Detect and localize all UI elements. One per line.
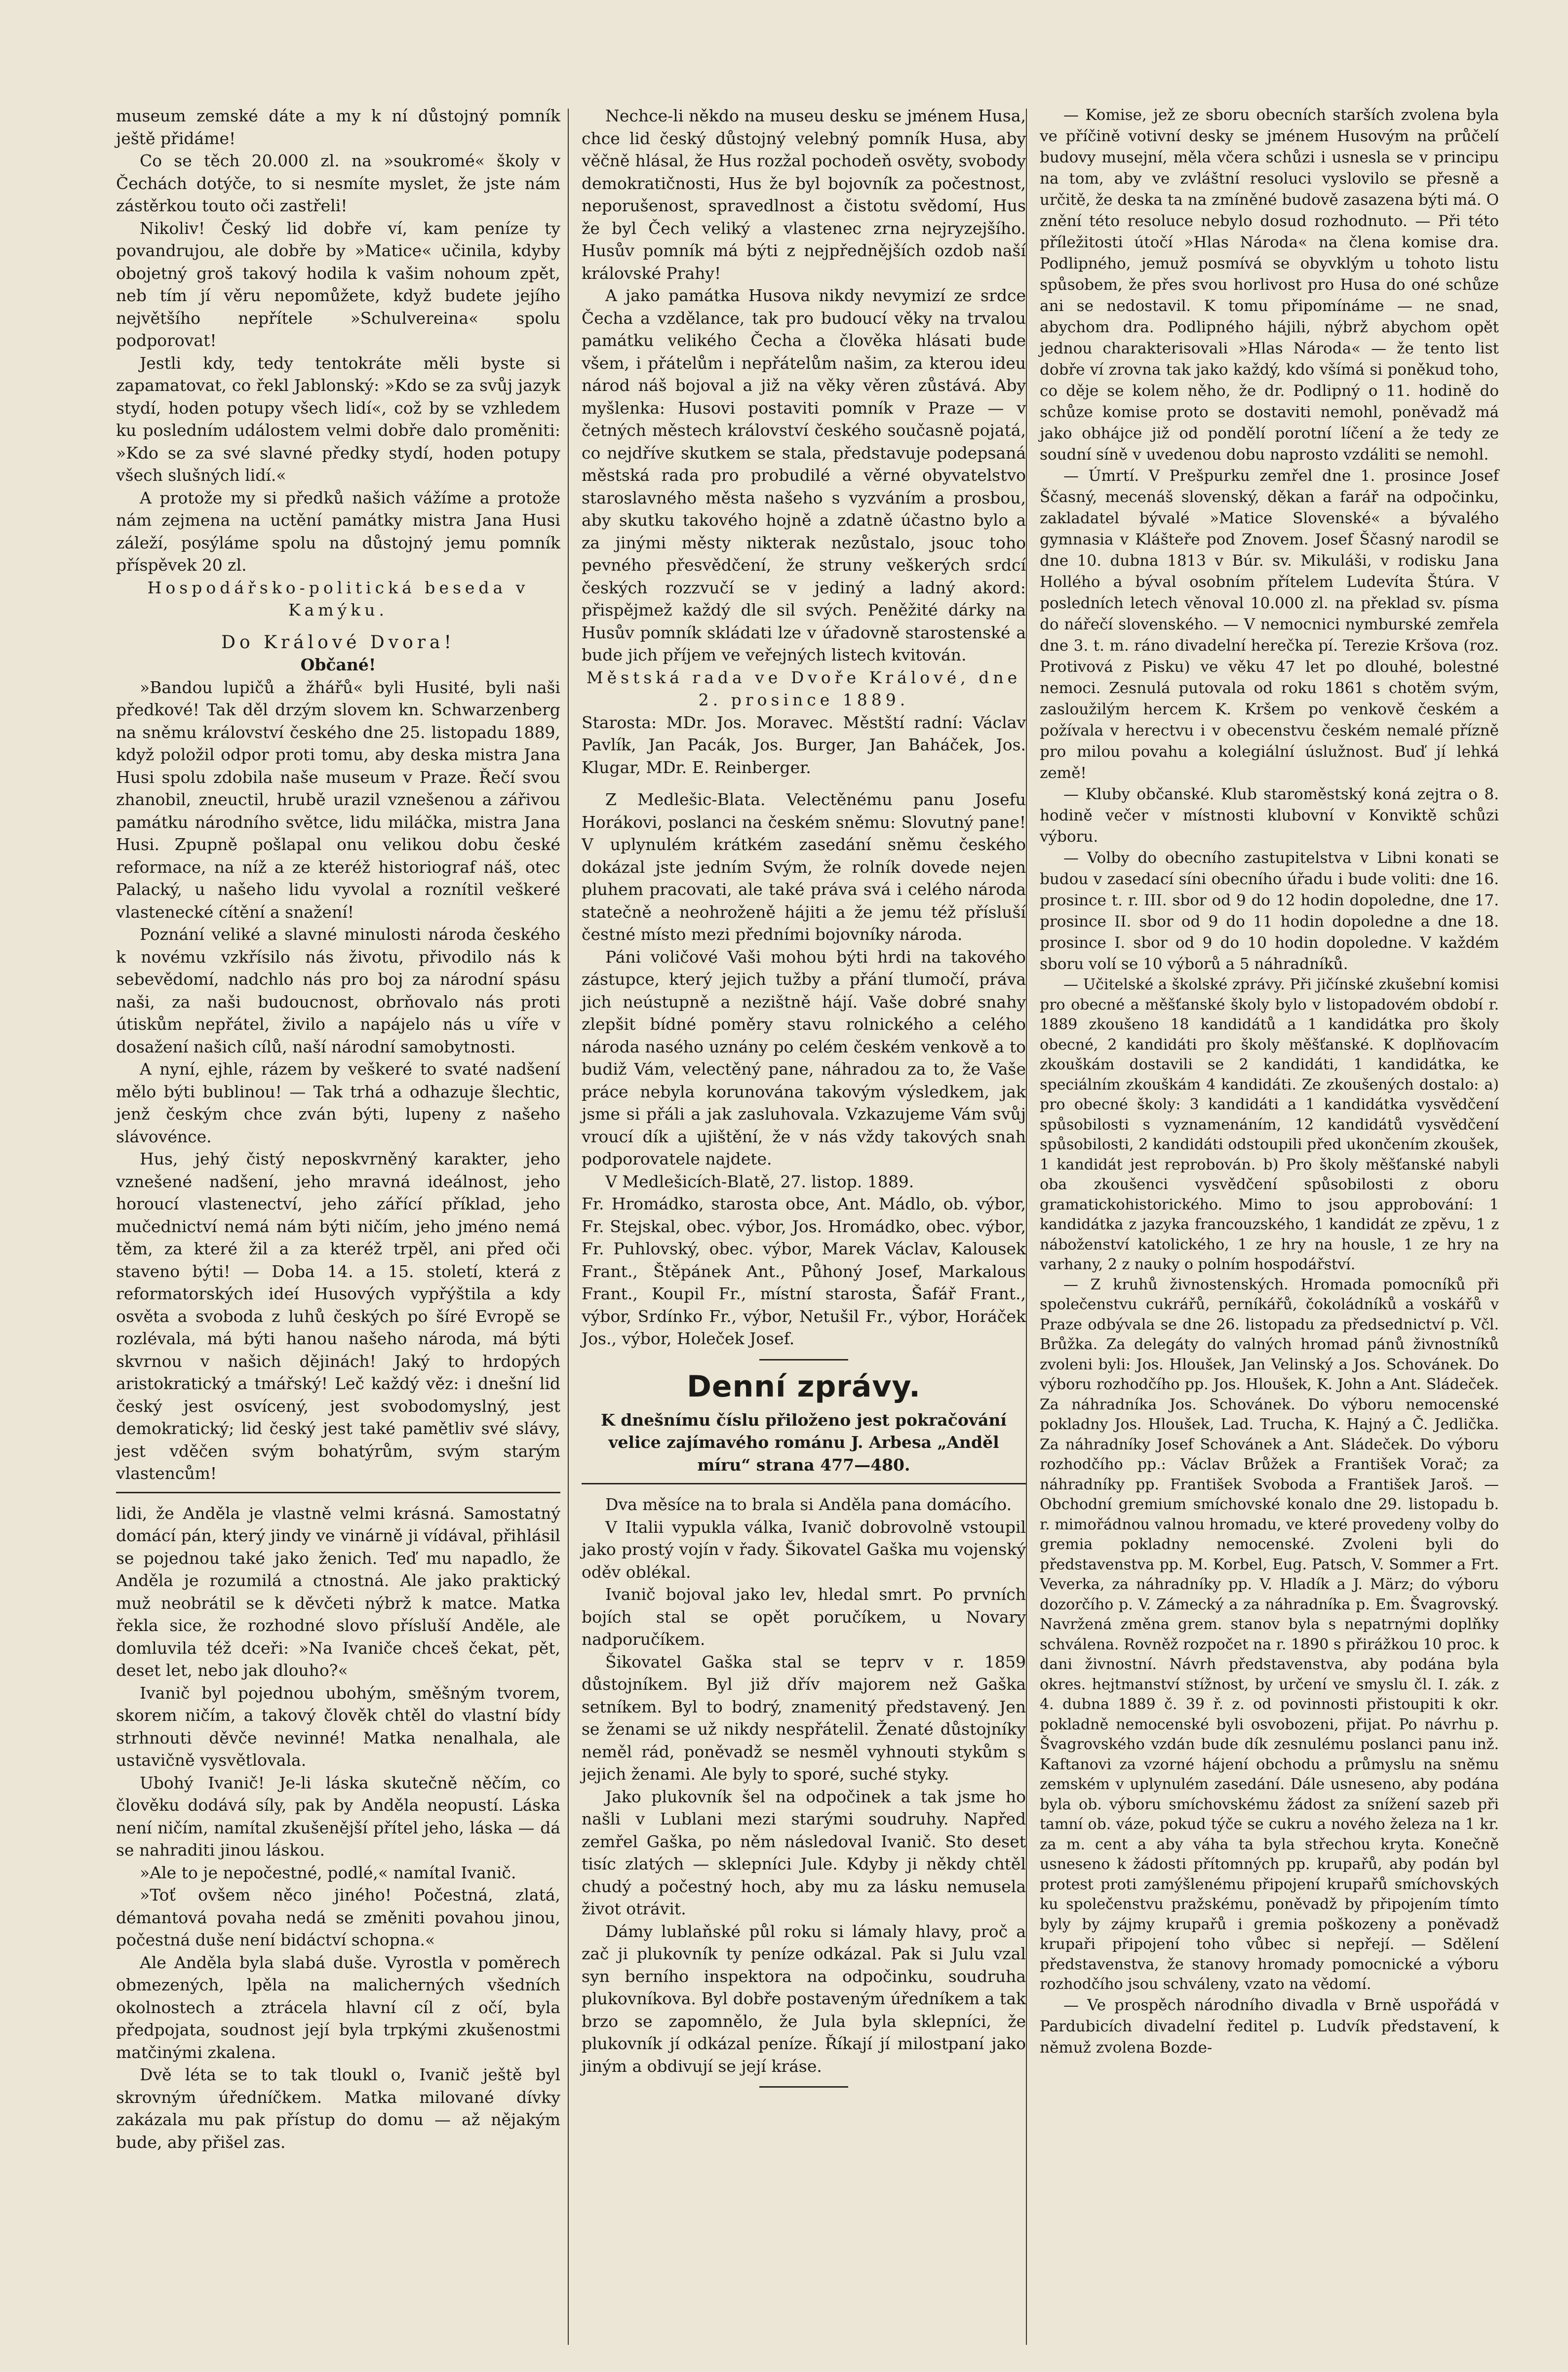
news-item: — Komise, jež ze sboru obecních starších zvolena byla ve příčině votivní desky se jménem Husovým na průčelí budovy musejní, měla včera schůzi i usnesla se v principu na tom, aby ve zvláštní resoluci vyslovilo se přesně a určitě, že deska ta na zmíněné budově zasazena býti má. O znění této resoluce nebylo dosud rozhodnuto. — Při této příležitosti útočí »Hlas Národa« na člena komise dra. Podlipného, jemuž posmívá se obyvklým u tohoto listu spůsobem, že přes svou horlivost pro Husa do oné schůze ani se nedostavil. K tomu připomínáme — ne snad, abychom dra. Podlipného hájili, nýbrž abychom opět jednou charakterisovali »Hlas Národa« — že tento list dobře ví zrovna tak jako každý, kdo všímá si poněkud toho, co děje se kolem něho, že dr. Podlipný o 11. hodině do schůze komise proto se dostaviti nemohl, poněvadž má jako obhájce již od pondělí porotní líčení a že tedy ze soudní síně v uvedenou dobu naprosto vzdáliti se nemohl. (1040, 106, 1499, 464)
signatories: Starosta: MDr. Jos. Moravec. Městští radní: Václav Pavlík, Jan Pacák, Jos. Burger, Jan Baháček, Jos. Klugar, MDr. E. Reinberger. (582, 712, 1026, 777)
serial-text: Dvě léta se to tak tloukl o, Ivanič ještě byl skrovným úředníčkem. Matka milované dívky zakázala mu pak přístup do domu — až nějakým bude, aby přišel zas. (116, 2065, 560, 2152)
serial-text: lidi, že Anděla je vlastně velmi krásná. Samostatný domácí pán, který jindy ve vinárně ji vídával, přihlásil se pojednou také jako ženich. Teď mu napadlo, že Anděla je rozumilá a ctnostná. Ale jako praktický muž neobrátil se k děvčeti nýbrž k matce. Matka řekla sice, že rozhodné slovo přísluší Anděle, ale domluvila též dceři: »Na Ivaniče chceš čekat, pět, deset let, nebo jak dlouho?« (116, 1503, 560, 1680)
signatories: Fr. Hromádko, starosta obce, Ant. Mádlo, ob. výbor, Fr. Stejskal, obec. výbor, Jos. Hromádko, obec. výbor, Fr. Puhlovský, obec. výbor, Marek Václav, Kalousek Frant., Štěpánek Ant., Půhoný Josef, Markalous Frant., Koupil Fr., místní starosta, Šafář Frant., výbor, Srdínko Fr., výbor, Netušil Fr., výbor, Horáček Jos., výbor, Holeček Josef. (582, 1194, 1026, 1348)
serial-text: Ubohý Ivanič! Je-li láska skutečně něčím, co člověku dodává síly, pak by Anděla neopustí. Láska není ničím, namítal zkušenější přítel jeho, láska — dá se nahraditi jinou láskou. (116, 1773, 560, 1860)
article-title: Do Králové Dvora! (221, 632, 455, 653)
news-item: — Ve prospěch národního divadla v Brně uspořádá v Pardubicích divadelní ředitel p. Ludvík představení, k němuž zvolena Bozde- (1040, 1996, 1499, 2057)
paragraph: Jestli kdy, tedy tentokráte měli byste si zapamatovat, co řekl Jablonský: »Kdo se za svůj jazyk stydí, hoden potupy všech lidí«, což by se vzhledem ku posledním událostem velmi dobře dalo proměniti: »Kdo se za své slavné předky stydí, hoden potupy všech slušných lidí.« (116, 353, 560, 485)
signature: Hospodářsko-politická beseda v Kamýku. (147, 578, 529, 620)
column-2 (582, 105, 1026, 2097)
salutation: Občané! (300, 655, 376, 674)
paragraph: Hus, jehý čistý neposkvrněný karakter, jeho vznešené nadšení, jeho mravná ideálnost, jeho horoucí vlastenectví, jeho zářící příklad, jeho mučednictví nemá nám býti ničím, jeho jméno nemá těm, za které žil a za kteréž trpěl, ani před oči staveno býti! — Doba 14. a 15. století, která z reformatorských ideí Husových vypřýštila a kdy osvěta a svoboda z luhů českých po šíré Evropě se rozlévala, má býti hanou našeho národa, má býti skvrnou v našich dějinách! Jaký to hrdopých aristokratický a tmářský! Leč každý věz: i dnešní lid český jest osvícený, jest svobodomyslný, jest demokratický; lid český jest také pamětliv své slávy, jest vděčen svým bohatýrům, svým starým vlastencům! (116, 1149, 560, 1483)
feuilleton-divider (116, 1492, 560, 1493)
serial-text: V Italii vypukla válka, Ivanič dobrovolně vstoupil jako prostý vojín v řady. Šikovatel Gaška mu vojenský oděv oblékal. (582, 1517, 1026, 1582)
news-item: — Úmrtí. V Prešpurku zemřel dne 1. prosince Josef Ščasný, mecenáš slovenský, děkan a farář na odpočinku, zakladatel bývalé »Matice Slovenské« a bývalého gymnasia v Klášteře pod Znovem. Josef Ščasný narodil se dne 10. dubna 1813 v Búr. sv. Mikuláši, v rodisku Jana Hollého a býval osobním přítelem Ludevíta Štúra. V posledních letech věnoval 10.000 zl. na překlad sv. písma do nářečí slovenského. — V nemocnici nymburské zemřela dne 3. t. m. ráno divadelní herečka pí. Terezie Kršova (roz. Protivová z Pisku) ve věku 47 let po dlouhé, bolestné nemoci. Zesnulá putovala od roku 1861 s chotěm svým, zasloužilým hercem K. Kršem po venkově českém a požívala v herectvu i v obecenstvu českém nemalé přízně pro milou povahu a kolegiální úslužnost. Buď jí lehká země! (1040, 467, 1499, 782)
divider (759, 1359, 848, 1361)
serial-text: Šikovatel Gaška stal se teprv v r. 1859 důstojníkem. Byl již dřív majorem než Gaška setníkem. Byl to bodrý, znamenitý představený. Jen se ženami se už nikdy nespřátelil. Ženaté důstojníky neměl rád, poněvadž se nesměl vyhnouti stykům s jejich ženami. Ale byly to sporé, suché styky. (582, 1652, 1026, 1784)
paragraph: Nechce-li někdo na museu desku se jménem Husa, chce lid český důstojný velebný pomník Husa, aby věčně hlásal, že Hus rozžal pochodeň osvěty, svobody demokratičnosti, Hus že byl bojovník za počestnost, neporušenost, spravedlnost a čistotu svědomí, Hus že byl Čech veliký a vlastenec zrna nejryzejšího. Husův pomník má býti z nejpřednějších ozdob naší královské Prahy! (582, 106, 1026, 283)
feuilleton-divider (582, 1483, 1026, 1484)
news-item: — Učitelské a školské zprávy. Při jičínské zkušební komisi pro obecné a měšťanské školy bylo v listopadovém období r. 1889 zkoušeno 18 kandidátů a 1 kandidátka pro školy obecné, 2 kandidáti pro školy měšťanské. K doplňovacím zkouškám dostavili se 2 kandidáti, 1 kandidátka, ke speciálním zkouškám 4 kandidáti. Ze zkoušených dostalo: a) pro obecné školy: 3 kandidáti a 1 kandidátka vysvědčení spůsobilosti s vyznamenáním, 12 kandidátů vysvědčení spůsobilosti, 2 kandidáti odstoupili před ukončením zkoušek, 1 kandidát jest reprobován. b) Pro školy měšťanské nabyli oba zkoušenci vysvědčení spůsobilosti z oboru gramatickohistorického. Mimo to jsou approbování: 1 kandidátka z jazyka francouzského, 1 kandidát ze zpěvu, 1 z náboženství katolického, 1 ze hry na housle, 1 ze hry na varhany, 2 z nauky o polním hospodářství. (1040, 976, 1499, 1273)
news-item: — Kluby občanské. Klub staroměstský koná zejtra o 8. hodině večer v místnosti klubovní v Konviktě schůzi výboru. (1040, 785, 1499, 846)
paragraph: Poznání veliké a slavné minulosti národa českého k novému vzkřísilo nás životu, přivodilo nás k sebevědomí, nadchlo nás pro boj za národní spásu naši, za naši budoucnost, obrňovalo nás proti útiskům nepřátel, živilo a napájelo nás u víře v dosažení našich cílů, naší národní samobytnosti. (116, 925, 560, 1056)
serial-text: Dva měsíce na to brala si Anděla pana domácího. (605, 1495, 1012, 1514)
paragraph: A protože my si předků našich vážíme a protože nám zejmena na uctění památky mistra Jana Husi záleží, posýláme spolu na důstojný jemu pomník příspěvek 20 zl. (116, 488, 560, 575)
paragraph: A jako památka Husova nikdy nevymizí ze srdce Čecha a vzdělance, tak pro budoucí věky na trvalou památku velikého Čecha a člověka hlásati bude všem, i přátelům i nepřátelům našim, za kterou ideu národ náš bojoval a již na věky věren zůstává. Aby myšlenka: Husovi postaviti pomník v Praze — v četných městech království českého současně pojatá, co nejdříve skutkem se stala, představuje podepsaná městská rada pro probudilé a věrné obyvatelstvo staroslavného města našeho s vyzváním a prosbou, aby skutku takového hojně a zdatně účastno bylo a za jinými městy nikterak nezůstalo, jsouc toho pevného přesvědčení, že struny veškerých srdcí českých rozzvučí se v jediný a ladný akord: přispějmež každý dle sil svých. Peněžité dárky na Husův pomník skládati lze v úřadovně starostenské a bude jich příjem ve veřejných listech kvitován. (582, 286, 1026, 664)
serial-text: Jako plukovník šel na odpočinek a tak jsme ho našli v Lublani mezi starými soudruhy. Napřed zemřel Gaška, po něm následoval Ivanič. Sto deset tisíc zlatých — sklepníci Jule. Kdyby ji někdy chtěl chudý a počestný hoch, aby mu za lásku nemusela život otrávit. (582, 1787, 1026, 1918)
serial-text: Ivanič byl pojednou ubohým, směšným tvorem, skorem ničím, a takový člověk chtěl do vlastní bídy strhnouti děvče nevinné! Matka nenalhala, ale ustavičně vysvětlovala. (116, 1683, 560, 1770)
paragraph: A nyní, ejhle, rázem by veškeré to svaté nadšení mělo býti bublinou! — Tak trhá a odhazuje šlechtic, jenž českým chce zván býti, lupeny z našeho slávovénce. (116, 1059, 560, 1146)
end-rule (759, 2086, 848, 2088)
paragraph: Páni voličové Vaši mohou býti hrdi na takového zástupce, který jejich tužby a přání tlumočí, práva jich neústupně a nezištně hájí. Vaše dobré snahy zlepšit bídné poměry stavu rolnického a celého národa nasého uznány po celém českém venkově a to budiž Vám, velectěný pane, náhradou za to, že Vaše práce nebyla korunována takovým výsledkem, jak jsme si přáli a jak zasluhovala. Vzkazujeme Vám svůj vroucí dík a ujištění, že v nás vždy takových snah podporovatele najdete. (582, 947, 1026, 1168)
news-item: — Z kruhů živnostenských. Hromada pomocníků při společenstvu cukrářů, perníkářů, čokoládníků a voskářů v Praze odbývala se dne 26. listopadu za předsednictví p. Včl. Brůžka. Za delegáty do valných hromad pánů živnostníků zvoleni byli: Jos. Hloušek, Jan Velinský a Jos. Schovánek. Do výboru rozhodčího pp. Jos. Hloušek, K. John a Ant. Sládeček. Za náhradníka Jos. Schovánek. Do výboru nemocenské pokladny Jos. Hloušek, Lad. Trucha, K. Hajný a Č. Jedlička. Za náhradníky Josef Schovánek a Ant. Sládeček. Do výboru rozhodčího pp.: Václav Brůžek a František Vorač; za náhradníky pp. František Svoboda a František Jaroš. — Obchodní gremium smíchovské konalo dne 29. listopadu b. r. mimořádnou valnou hromadu, ve které provedeny volby do gremia pokladny nemocenské. Zvoleni byli do představenstva pp. M. Korbel, Eug. Patsch, V. Sommer a Frt. Veverka, za náhradníky pp. V. Hladík a J. März; do výboru dozorčího p. V. Zámecký a za náhradníka p. Em. Švagrovský. Navržená změna grem. stanov byla s nepatrnými doplňky schválena. Rovněž rozpočet na r. 1890 s přirážkou 10 proc. k dani živnostní. Návrh představenstva, aby podána byla okres. hejtmanství stížnost, by určení ve smyslu čl. I. zák. z 4. dubna 1889 č. 39 ř. z. od povinnosti přistoupiti k okr. pokladně nemocenské byli osvobozeni, přijat. Po návrhu p. Švagrovského vzdán bude dík zesnulému poslanci panu inž. Kaftanovi za vzorné hájení obchodu a průmyslu na sněmu zemském v uplynulém zasedání. Dále usneseno, aby podána byla ob. výboru smíchovskému žádost za snížení sazeb při tamní ob. váze, pokud týče se cukru a nového železa na 1 kr. za m. cent a aby váha ta byla střechou kryta. Konečně usneseno k žádosti přítomných pp. krupařů, aby podán byl protest proti zamýšlenému připojení krupařů smíchovských ku společenstvu pražskému, poněvadž by připojením tímto byly by zájmy krupařů i gremia poškozeny a poněvadž krupaři připojení toho vůbec si nepřejí. — Sdělení představenstva, že stanovy hromady pomocnické a výboru rozhodčího jsou schváleny, vzato na vědomí. (1040, 1276, 1499, 1993)
paragraph: Nikoliv! Český lid dobře ví, kam peníze ty povandrujou, ale dobře by »Matice« učinila, kdyby obojetný groš takový hodila k vašim nohoum zpět, neb tím jí věru nepomůžete, když budete jejího největšího nepřítele »Schulvereina« spolu podporovat! (116, 218, 560, 350)
paragraph: V Medlešicích-Blatě, 27. listop. 1889. (605, 1171, 914, 1191)
column-rule-right (1026, 109, 1027, 2345)
column-3 (1040, 105, 1499, 2059)
serial-text: »Toť ovšem něco jiného! Počestná, zlatá, démantová povaha nedá se změniti povahou jinou, počestná duše není bidáctví schopna.« (116, 1885, 560, 1949)
section-headline: Denní zprávy. (687, 1369, 921, 1404)
paragraph: Z Medlešic-Blata. Velectěnému panu Josefu Horákovi, poslanci na českém sněmu: Slovutný pane! V uplynulém krátkém zasedání sněmu českého dokázal jste jedním Svým, že rolník dovede nejen pluhem pracovati, ale také práva svá i celého národa statečně a neohroženě hájiti a že jemu též přísluší čestné místo mezi předními bojovníky národa. (582, 790, 1026, 944)
paragraph: Co se těch 20.000 zl. na »soukromé« školy v Čechách dotýče, to si nesmíte myslet, že jste nám zástěrkou touto oči zastřeli! (116, 151, 560, 215)
news-item: — Volby do obecního zastupitelstva v Libni konati se budou v zasedací síni obecního úřadu i bude voliti: dne 16. prosince t. r. III. sbor od 9 do 12 hodin dopoledne, dne 17. prosince II. sbor od 9 do 11 hodin dopoledne a dne 18. prosince I. sbor od 9 do 10 hodin dopoledne. V každém sboru volí se 10 výborů a 5 náhradníků. (1040, 849, 1499, 973)
supplement-notice: K dnešnímu číslu přiloženo jest pokračování velice zajímavého románu J. Arbesa „Anděl míru“ strana 477—480. (601, 1410, 1007, 1475)
paragraph: museum zemské dáte a my k ní důstojný pomník ještě přidáme! (116, 106, 560, 148)
serial-text: Ale Anděla byla slabá duše. Vyrostla v poměrech obmezených, lpěla na malicherných všedních okolnostech a ztrácela hlavní cíl z očí, byla předpojata, soudnost její byla trpkými zkušenostmi matčinými zkalena. (116, 1952, 560, 2062)
paragraph: »Bandou lupičů a žhářů« byli Husité, byli naši předkové! Tak děl drzým slovem kn. Schwarzenberg na sněmu království českého dne 25. listopadu 1889, když položil odpor proti tomu, aby deska mistra Jana Husi spolu zdobila naše museum v Praze. Řečí svou zhanobil, zneuctil, hrubě urazil vznešenou a zářivou památku národního světce, lidu miláčka, mistra Jana Husi. Zpupně pošlapal onu velikou dobu české reformace, na níž a ze kteréž historiograf náš, otec Palacký, u našeho lidu vyvolal a roznítil veškeré vlastenecké cítění a snažení! (116, 677, 560, 922)
serial-text: Dámy lublaňské půl roku si lámaly hlavy, proč a zač ji plukovník ty peníze odkázal. Pak si Julu vzal syn berního inspektora na odpočinku, soudruha plukovníkova. Byl dobře postaveným úředníkem a tak brzo se zapomnělo, že Jula byla sklepníci, že plukovník jí odkázal peníze. Říkají jí milostpaní jako jiným a obdivují se její kráse. (582, 1921, 1026, 2076)
serial-text: »Ale to je nepočestné, podlé,« namítal Ivanič. (140, 1863, 516, 1882)
signature: Městská rada ve Dvoře Králové, dne 2. prosince 1889. (586, 667, 1021, 709)
serial-text: Ivanič bojoval jako lev, hledal smrt. Po prvních bojích stal se opět poručíkem, u Novary nadporučíkem. (582, 1585, 1026, 1649)
column-rule-left (568, 109, 569, 2345)
column-1 (116, 105, 560, 2153)
